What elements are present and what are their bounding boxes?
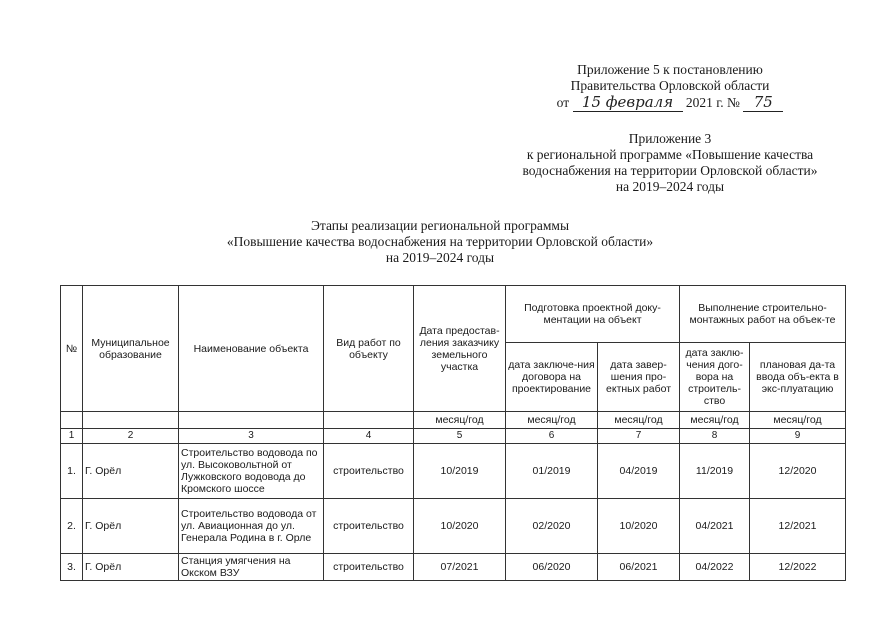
title-line1: Этапы реализации региональной программы bbox=[310, 218, 570, 233]
row-object-name: Станция умягчения на Окском ВЗУ bbox=[179, 554, 324, 581]
table-row bbox=[61, 499, 846, 554]
unit-label: месяц/год bbox=[414, 412, 506, 429]
column-number: 1 bbox=[61, 429, 83, 444]
header-commission: плановая да-та ввода объ-екта в экс-плуатацию bbox=[750, 343, 846, 412]
row-num: 1. bbox=[61, 444, 83, 499]
unit-label: месяц/год bbox=[750, 412, 846, 429]
row-num: 3. bbox=[61, 554, 83, 581]
header-work-type: Вид работ по объекту bbox=[324, 286, 414, 412]
row-municipality: Г. Орёл bbox=[83, 444, 179, 499]
row-num: 2. bbox=[61, 499, 83, 554]
row-object-name: Строительство водовода по ул. Высоковольтной от Лужковского водовода до Кромского шоссе bbox=[179, 444, 324, 499]
date-prefix: от bbox=[556, 95, 570, 110]
appendix-3-line2: к региональной программе «Повышение качества bbox=[526, 147, 814, 162]
appendix-5-date-line bbox=[520, 94, 820, 112]
column-number: 3 bbox=[179, 429, 324, 444]
row-object-name: Строительство водовода от ул. Авиационная до ул. Генерала Родина в г. Орле bbox=[179, 499, 324, 554]
unit-label: месяц/год bbox=[506, 412, 598, 429]
column-number: 5 bbox=[414, 429, 506, 444]
row-design-contract: 02/2020 bbox=[506, 499, 598, 554]
header-object-name: Наименование объекта bbox=[179, 286, 324, 412]
date-suffix: 2021 г. № bbox=[685, 95, 740, 110]
row-work-type: строительство bbox=[324, 444, 414, 499]
row-land-date: 10/2020 bbox=[414, 499, 506, 554]
row-commission: 12/2021 bbox=[750, 499, 846, 554]
row-land-date: 10/2019 bbox=[414, 444, 506, 499]
column-number: 8 bbox=[680, 429, 750, 444]
header-design-contract: дата заключе-ния договора на проектирование bbox=[506, 343, 598, 412]
row-design-contract: 01/2019 bbox=[506, 444, 598, 499]
row-municipality: Г. Орёл bbox=[83, 499, 179, 554]
unit-label: месяц/год bbox=[598, 412, 680, 429]
row-construction-contract: 04/2022 bbox=[680, 554, 750, 581]
row-design-end: 10/2020 bbox=[598, 499, 680, 554]
row-commission: 12/2022 bbox=[750, 554, 846, 581]
row-design-contract: 06/2020 bbox=[506, 554, 598, 581]
row-commission: 12/2020 bbox=[750, 444, 846, 499]
table-row bbox=[61, 554, 846, 581]
header-municipality: Муниципальное образование bbox=[83, 286, 179, 412]
header-design-end: дата завер-шения про-ектных работ bbox=[598, 343, 680, 412]
row-construction-contract: 11/2019 bbox=[680, 444, 750, 499]
header-row-units bbox=[61, 412, 846, 429]
header-num: № bbox=[61, 286, 83, 412]
column-number-row bbox=[61, 429, 846, 444]
appendix-5-line1: Приложение 5 к постановлению bbox=[577, 62, 763, 77]
document-title bbox=[160, 218, 720, 266]
header-design-group: Подготовка проектной доку-ментации на объект bbox=[506, 286, 680, 343]
column-number: 2 bbox=[83, 429, 179, 444]
stages-table bbox=[60, 285, 846, 581]
header-land-date: Дата предостав-ления заказчику земельного участка bbox=[414, 286, 506, 412]
row-work-type: строительство bbox=[324, 554, 414, 581]
row-land-date: 07/2021 bbox=[414, 554, 506, 581]
row-design-end: 06/2021 bbox=[598, 554, 680, 581]
appendix-3-line1: Приложение 3 bbox=[628, 131, 712, 146]
column-number: 7 bbox=[598, 429, 680, 444]
appendix-3-line4: на 2019–2024 годы bbox=[615, 179, 725, 194]
column-number: 9 bbox=[750, 429, 846, 444]
title-line2: «Повышение качества водоснабжения на территории Орловской области» bbox=[226, 234, 654, 249]
header-construction-contract: дата заклю-чения дого-вора на строитель-ство bbox=[680, 343, 750, 412]
handwritten-date: 15 февраля bbox=[581, 93, 674, 111]
appendix-5-header bbox=[520, 62, 820, 112]
row-work-type: строительство bbox=[324, 499, 414, 554]
appendix-5-line2: Правительства Орловской области bbox=[570, 78, 770, 93]
appendix-3-header bbox=[490, 131, 850, 195]
table-row bbox=[61, 444, 846, 499]
title-line3: на 2019–2024 годы bbox=[385, 250, 495, 265]
unit-label: месяц/год bbox=[680, 412, 750, 429]
row-design-end: 04/2019 bbox=[598, 444, 680, 499]
appendix-3-line3: водоснабжения на территории Орловской области» bbox=[522, 163, 818, 178]
header-row-main bbox=[61, 286, 846, 343]
row-municipality: Г. Орёл bbox=[83, 554, 179, 581]
column-number: 6 bbox=[506, 429, 598, 444]
header-construction-group: Выполнение строительно-монтажных работ на объек-те bbox=[680, 286, 846, 343]
column-number: 4 bbox=[324, 429, 414, 444]
handwritten-number: 75 bbox=[753, 93, 773, 111]
row-construction-contract: 04/2021 bbox=[680, 499, 750, 554]
